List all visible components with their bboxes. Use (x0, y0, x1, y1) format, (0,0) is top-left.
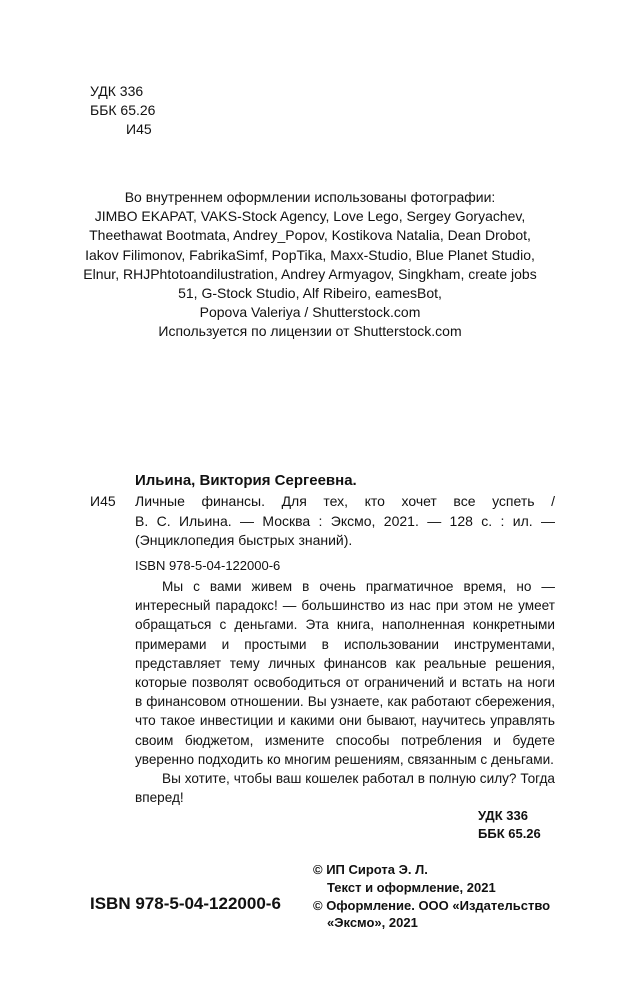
classification-codes (90, 82, 155, 139)
classification-codes-bottom (478, 807, 541, 843)
bib-line: Личные финансы. Для тех, кто хочет все успеть / (135, 493, 555, 509)
copyright-line: © Оформление. ООО «Издательство (313, 897, 551, 913)
bbk-code: ББК 65.26 (90, 102, 156, 118)
catalog-isbn: ISBN 978-5-04-122000-6 (135, 558, 281, 573)
bbk-code-bottom: ББК 65.26 (478, 826, 541, 841)
photo-credits-line: 51, G-Stock Studio, Alf Ribeiro, eamesBot, (178, 285, 442, 302)
photo-credits-line: Iakov Filimonov, FabrikaSimf, PopTika, Maxx-Studio, Blue Planet Studio, (85, 246, 535, 263)
photo-credits-line: Popova Valeriya / Shutterstock.com (199, 304, 421, 321)
copyright-block (313, 861, 550, 932)
copyright-line: © ИП Сирота Э. Л. (313, 862, 428, 877)
annotation-paragraph: Вы хотите, чтобы ваш кошелек работал в полную силу? Тогда вперед! (135, 771, 555, 806)
author-mark: И45 (126, 121, 152, 137)
bib-line: В. С. Ильина. — Москва : Эксмо, 2021. — 128 с. : ил. — (135, 512, 555, 529)
copyright-line: Текст и оформление, 2021 (327, 879, 496, 895)
photo-credits-line: Во внутреннем оформлении использованы фотографии: (124, 189, 496, 205)
photo-credits-line: JIMBO EKAPAT, VAKS-Stock Agency, Love Lego, Sergey Goryachev, (94, 208, 526, 225)
udk-code-bottom: УДК 336 (478, 808, 528, 823)
udk-code: УДК 336 (90, 83, 144, 99)
catalog-author: Ильина, Виктория Сергеевна. (135, 472, 357, 489)
bib-line: (Энциклопедия быстрых знаний). (135, 532, 353, 548)
photo-credits-line: Используется по лицензии от Shutterstock.com (158, 323, 462, 340)
annotation-paragraph: Мы с вами живем в очень прагматичное время, но — интересный парадокс! — большинство из нас при этом не умеет обращаться с деньгами. Эта книга, наполненная конкретными примерами и простыми в использовании инструментами, представляет тему личных финансов как реальные решения, которые позволят освободиться от ограничений и встать на ноги в финансовом отношении. Вы узнаете, как работают сбережения, что такое инвестиции и какими они бывают, научитесь управлять своим бюджетом, измените способы потребления и будете уверенно подходить ко многим решениям, связанным с деньгами. (135, 579, 555, 767)
catalog-index: И45 (90, 493, 116, 509)
isbn-bottom: ISBN 978-5-04-122000-6 (90, 894, 281, 913)
copyright-line: «Эксмо», 2021 (327, 915, 418, 931)
catalog-bibliographic-description (135, 492, 555, 551)
annotation (135, 577, 555, 807)
photo-credits-line: Theethawat Bootmata, Andrey_Popov, Kostikova Natalia, Dean Drobot, (89, 227, 531, 244)
photo-credits (60, 188, 560, 342)
photo-credits-line: Elnur, RHJPhtotoandilustration, Andrey Armyagov, Singkham, create jobs (83, 265, 537, 282)
